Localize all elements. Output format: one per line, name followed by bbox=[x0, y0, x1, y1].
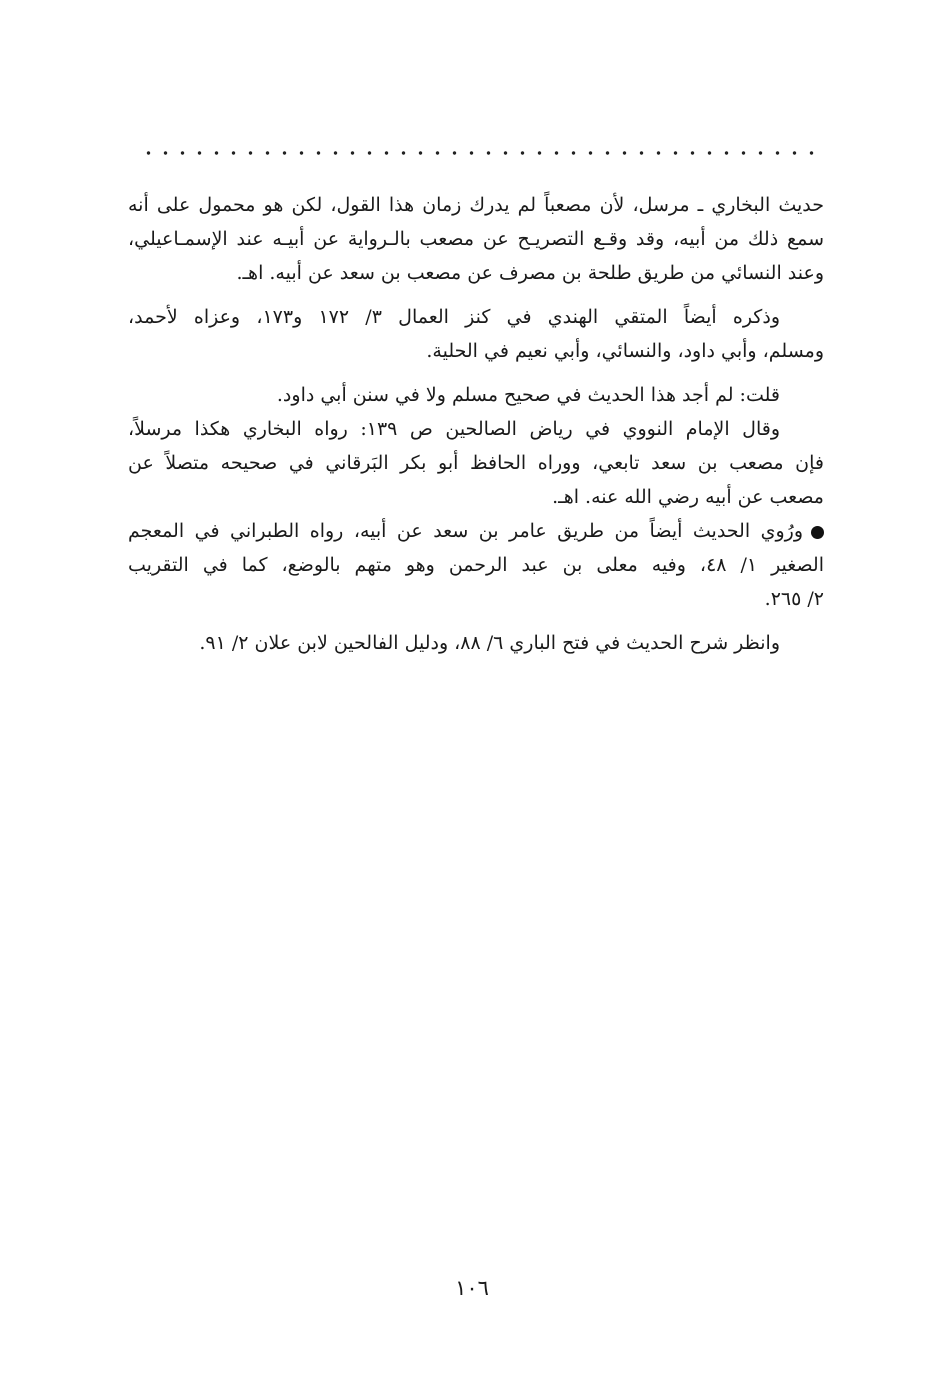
text-line: حديث البخاري ـ مرسل، لأن مصعباً لم يدرك زمان هذا القول، لكن هو محمول على أنه bbox=[128, 194, 824, 216]
footnote-text bbox=[128, 188, 824, 660]
text-line: وقال الإمام النووي في رياض الصالحين ص ١٣٩: رواه البخاري هكذا مرسلاً، bbox=[128, 418, 780, 440]
paragraph-1 bbox=[128, 188, 824, 290]
paragraph-3 bbox=[128, 378, 824, 514]
text-line: وذكره أيضاً المتقي الهندي في كنز العمال ٣/ ١٧٢ و١٧٣، وعزاه لأحمد، bbox=[128, 306, 780, 328]
text-line: ٢/ ٢٦٥. bbox=[764, 588, 824, 610]
text-line: الصغير ١/ ٤٨، وفيه معلى بن عبد الرحمن وهو متهم بالوضع، كما في التقريب bbox=[128, 554, 824, 576]
text-line: سمع ذلك من أبيه، وقد وقـع التصريـح عن مصعب بالـرواية عن أبيـه عند الإسمـاعيلي، bbox=[128, 228, 824, 250]
text-line: ورُوي الحديث أيضاً من طريق عامر بن سعد عن أبيه، رواه الطبراني في المعجم bbox=[128, 520, 803, 542]
paragraph-5 bbox=[128, 626, 824, 660]
text-line: مصعب عن أبيه رضي الله عنه. اهـ. bbox=[552, 486, 824, 508]
text-line: قلت: لم أجد هذا الحديث في صحيح مسلم ولا في سنن أبي داود. bbox=[276, 384, 780, 406]
bullet-line bbox=[128, 514, 824, 548]
text-line: فإن مصعب بن سعد تابعي، ووراه الحافظ أبو بكر البَرقاني في صحيحه متصلاً عن bbox=[128, 452, 824, 474]
page-number: ١٠٦ bbox=[455, 1276, 489, 1300]
text-line: ومسلم، وأبي داود، والنسائي، وأبي نعيم في الحلية. bbox=[426, 340, 824, 362]
text-line: وانظر شرح الحديث في فتح الباري ٦/ ٨٨، ودليل الفالحين لابن علان ٢/ ٩١. bbox=[199, 632, 780, 654]
bullet-icon bbox=[811, 526, 824, 539]
dotted-separator bbox=[140, 146, 820, 160]
paragraph-2 bbox=[128, 300, 824, 368]
paragraph-4 bbox=[128, 514, 824, 616]
text-line: وعند النسائي من طريق طلحة بن مصرف عن مصعب بن سعد عن أبيه. اهـ. bbox=[236, 262, 824, 284]
